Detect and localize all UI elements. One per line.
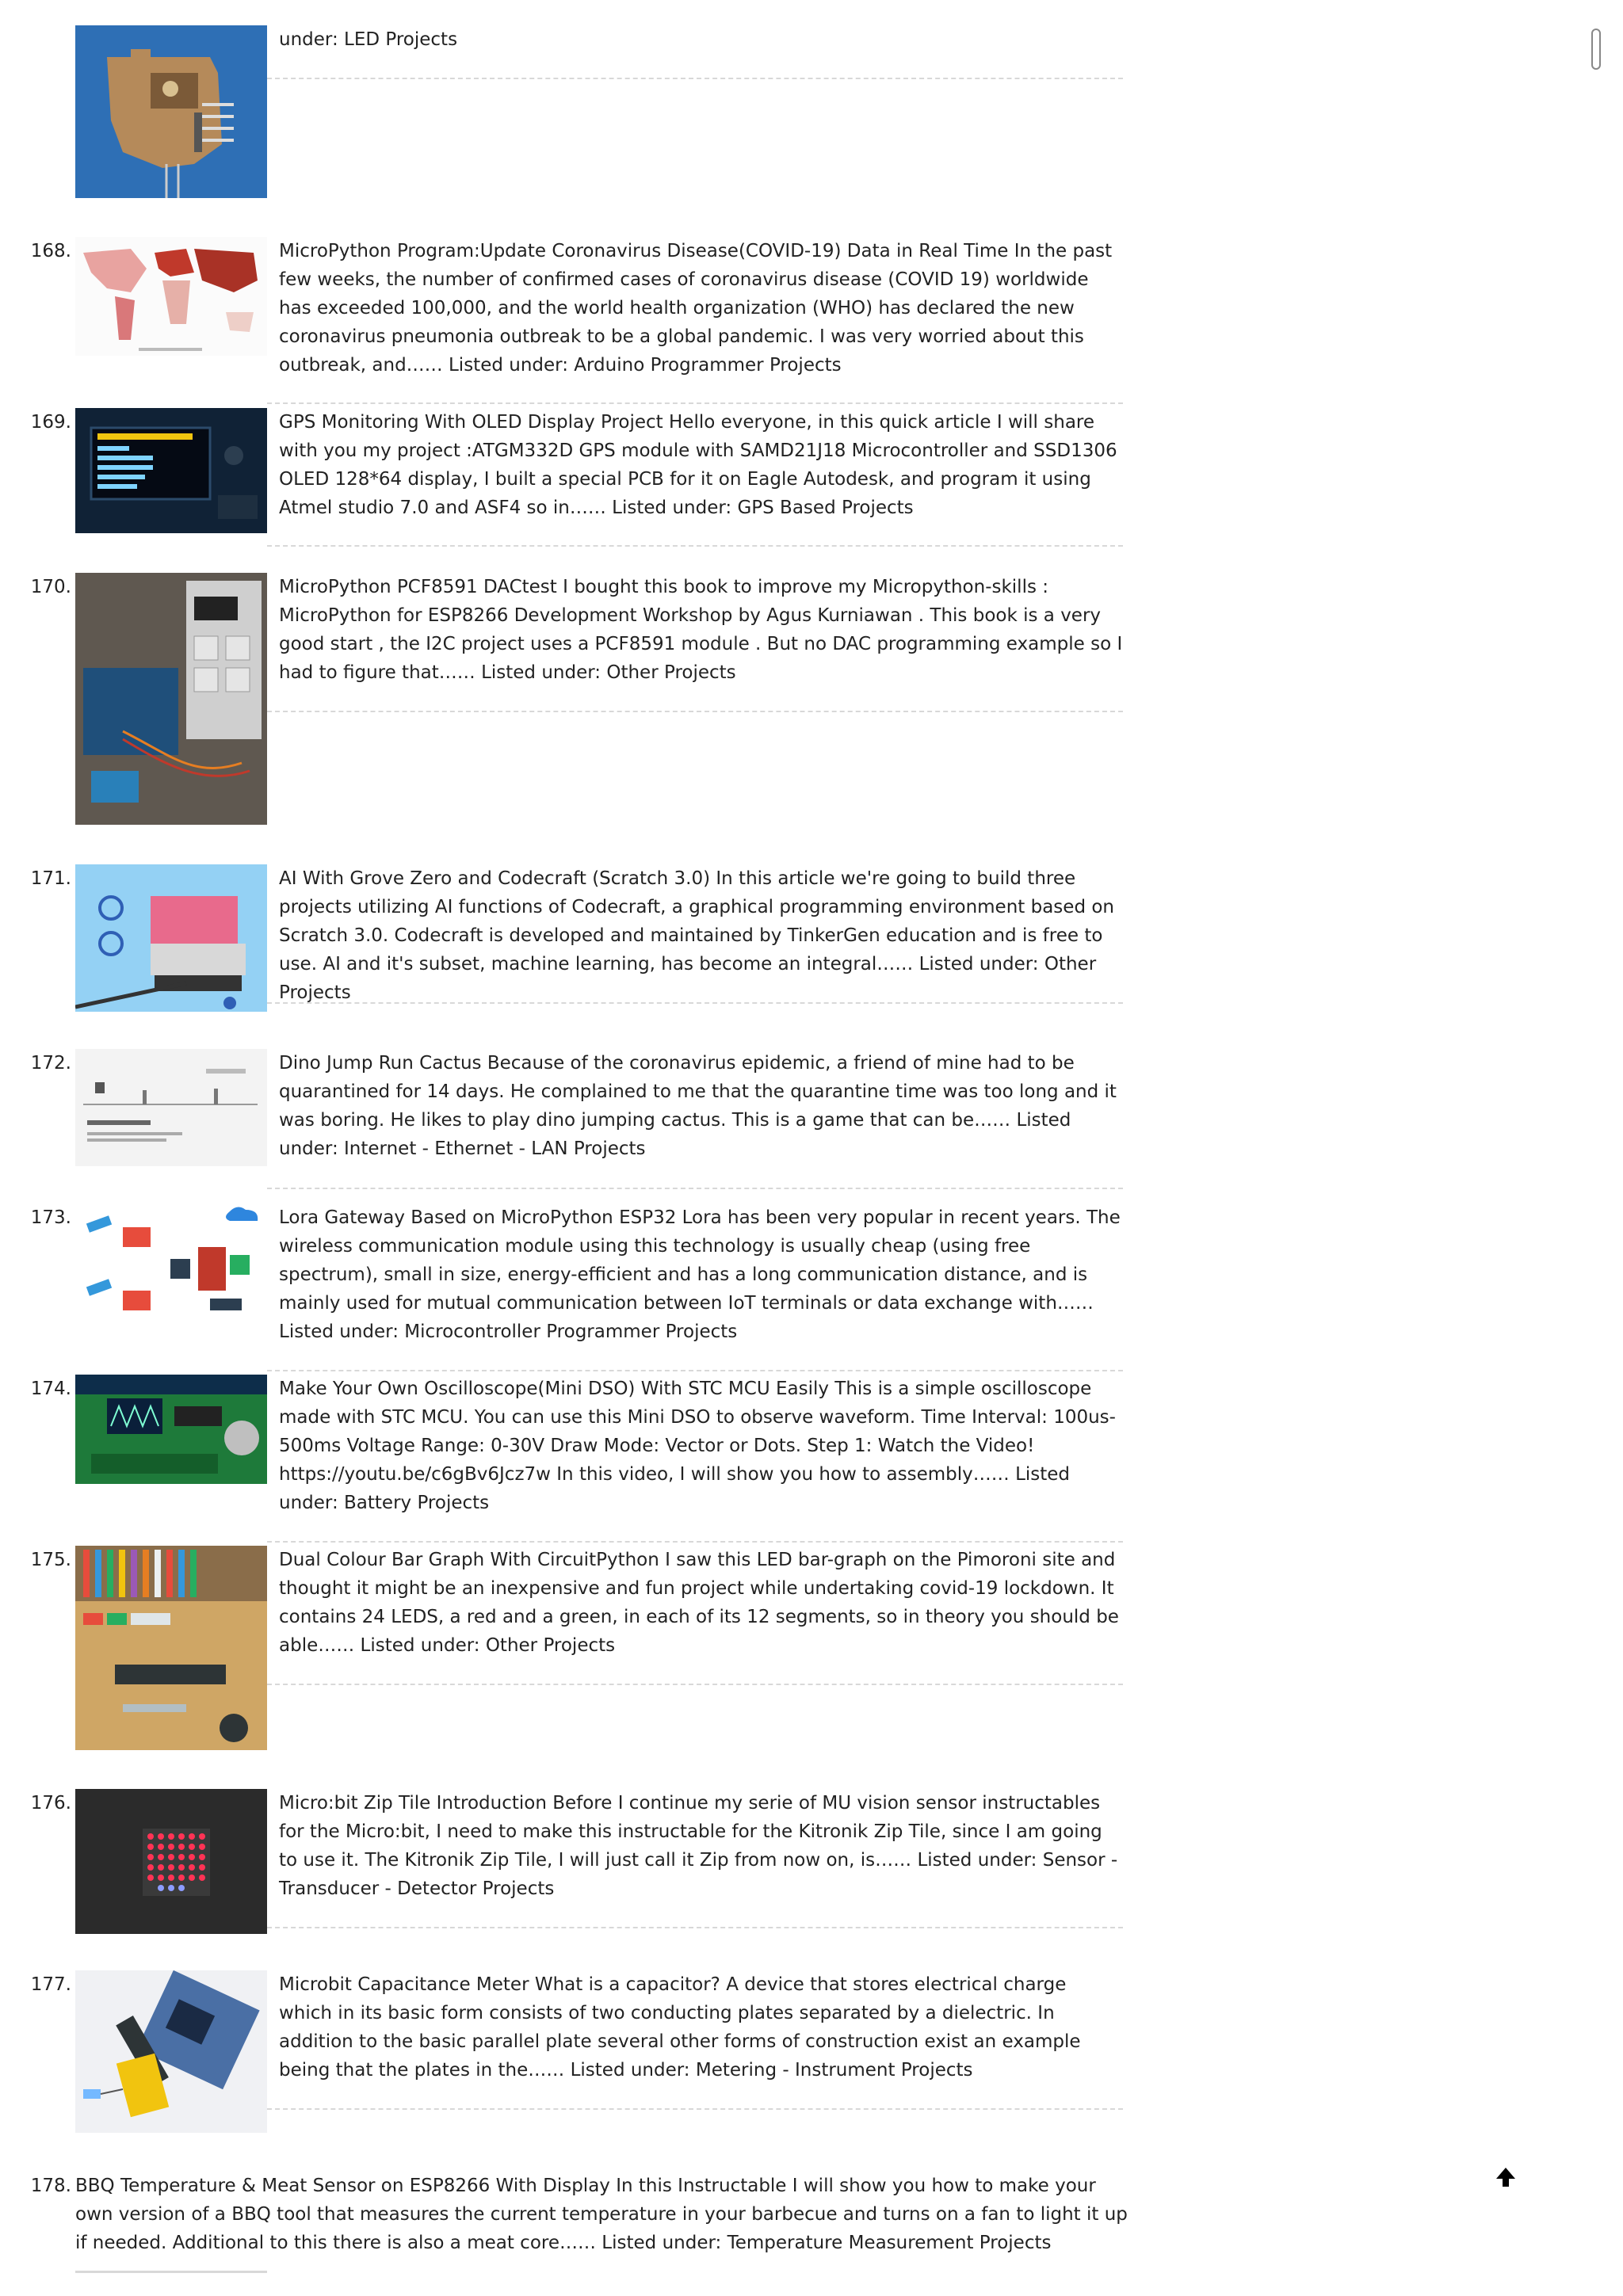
item-number: 176. — [30, 1793, 71, 1814]
item-description[interactable]: Make Your Own Oscilloscope(Mini DSO) With STC MCU Easily This is a simple oscilloscope made with STC MCU. You can use this Mini DSO to observe waveform. Time Interval: 100us-500ms Voltage Range: 0-30V Draw Mode: Vector or Dots. Step 1: Watch the Video! https://youtu.be/c6gBv6Jcz7w In this video, I will show you how to assembly…… Listed under: Battery Projects — [279, 1379, 1116, 1513]
bar-graph-thumbnail[interactable] — [75, 1546, 267, 1750]
scrollbar-thumb[interactable] — [1591, 29, 1601, 70]
item-description[interactable]: GPS Monitoring With OLED Display Project Hello everyone, in this quick article I will share with you my project :ATGM332D GPS module with SAMD21J18 Microcontroller and SSD1306 OLED 128*64 display, I built a special PCB for it on Eagle Autodesk, and program it using Atmel studio 7.0 and ASF4 so in…… Listed under: GPS Based Projects — [279, 412, 1117, 518]
mini-dso-thumbnail[interactable] — [75, 1375, 267, 1484]
item-divider — [267, 402, 1123, 404]
item-divider — [267, 1188, 1123, 1189]
item-number: 175. — [30, 1550, 71, 1570]
item-divider — [267, 1002, 1123, 1004]
item-divider — [267, 78, 1123, 79]
item-number: 170. — [30, 577, 71, 597]
item-number: 178. — [30, 2176, 71, 2196]
back-to-top-button[interactable] — [1491, 2163, 1520, 2191]
item-divider — [267, 1927, 1123, 1928]
item-number: 174. — [30, 1379, 71, 1399]
item-description[interactable]: Dino Jump Run Cactus Because of the coronavirus epidemic, a friend of mine had to be quarantined for 14 days. He complained to me that the quarantine time was too long and it was boring. He likes to play dino jumping cactus. This is a game that can be…… Listed under: Internet - Ethernet - LAN Projects — [279, 1053, 1117, 1159]
dino-game-thumbnail[interactable] — [75, 1049, 267, 1166]
item-description[interactable]: AI With Grove Zero and Codecraft (Scratch 3.0) In this article we're going to build three projects utilizing AI functions of Codecraft, a graphical programming environment based on Scratch 3.0. Codecraft is developed and maintained by TinkerGen education and is free to use. AI and it's subset, machine learning, has become an integral…… Listed under: Other Projects — [279, 868, 1115, 1003]
item-number: 177. — [30, 1974, 71, 1995]
item-description[interactable]: Dual Colour Bar Graph With CircuitPython I saw this LED bar-graph on the Pimoroni site and thought it might be an inexpensive and fun project while undertaking covid-19 lockdown. It contains 24 LEDS, a red and a green, in each of its 12 segments, so in theory you should be able…… Listed under: Other Projects — [279, 1550, 1119, 1656]
grove-zero-thumbnail[interactable] — [75, 864, 267, 1012]
item-divider — [267, 711, 1123, 712]
item-divider — [267, 1684, 1123, 1685]
capacitance-meter-thumbnail[interactable] — [75, 1970, 267, 2133]
oled-display-thumbnail[interactable] — [75, 408, 267, 533]
item-description[interactable]: under: LED Projects — [279, 29, 458, 50]
item-number: 173. — [30, 1207, 71, 1228]
zip-tile-thumbnail[interactable] — [75, 1789, 267, 1934]
world-map-thumbnail[interactable] — [75, 237, 267, 356]
lora-gateway-thumbnail[interactable] — [75, 1203, 267, 1322]
item-divider — [75, 2271, 267, 2273]
item-description[interactable]: MicroPython Program:Update Coronavirus Disease(COVID-19) Data in Real Time In the past few weeks, the number of confirmed cases of coronavirus disease (COVID 19) worldwide has exceeded 100,000, and the world health organization (WHO) has declared the new coronavirus pneumonia outbreak to be a global pandemic. I was very worried about this outbreak, and…… Listed under: Arduino Programmer Projects — [279, 241, 1113, 376]
item-number: 169. — [30, 412, 71, 433]
item-divider — [267, 1541, 1123, 1543]
item-description[interactable]: Lora Gateway Based on MicroPython ESP32 Lora has been very popular in recent years. The wireless communication module using this technology is usually cheap (using free spectrum), small in size, energy-efficient and has a long communication distance, and is mainly used for mutual communication between IoT terminals or data exchange with…… Listed under: Microcontroller Programmer Projects — [279, 1207, 1121, 1342]
item-number: 172. — [30, 1053, 71, 1074]
item-description[interactable]: Micro:bit Zip Tile Introduction Before I continue my serie of MU vision sensor instructables for the Micro:bit, I need to make this instructable for the Kitronik Zip Tile, since I am going to use it. The Kitronik Zip Tile, I will just call it Zip from now on, is…… Listed under: Sensor - Transducer - Detector Projects — [279, 1793, 1118, 1899]
item-description[interactable]: MicroPython PCF8591 DACtest I bought this book to improve my Micropython-skills : MicroPython for ESP8266 Development Workshop by Agus Kurniawan . This book is a very good start , the I2C project uses a PCF8591 module . But no DAC programming example so I had to figure that…… Listed under: Other Projects — [279, 577, 1123, 683]
item-description[interactable]: Microbit Capacitance Meter What is a capacitor? A device that stores electrical charge which in its basic form consists of two conducting plates separated by a dielectric. In addition to the basic parallel plate several other forms of construction exist an example being that the plates in the…… Listed under: Metering - Instrument Projects — [279, 1974, 1081, 2081]
dac-test-thumbnail[interactable] — [75, 573, 267, 825]
arrow-up-icon — [1491, 2163, 1520, 2191]
item-number: 171. — [30, 868, 71, 889]
pcb-board-thumbnail[interactable] — [75, 25, 267, 198]
item-number: 168. — [30, 241, 71, 261]
item-divider — [267, 545, 1123, 547]
item-divider — [267, 1370, 1123, 1371]
item-description[interactable]: BBQ Temperature & Meat Sensor on ESP8266 With Display In this Instructable I will show you how to make your own version of a BBQ tool that measures the current temperature in your barbecue and turns on a fan to light it up if needed. Additional to this there is also a meat core…… Listed under: Temperature Measurement Projects — [75, 2176, 1128, 2253]
item-divider — [267, 2108, 1123, 2110]
